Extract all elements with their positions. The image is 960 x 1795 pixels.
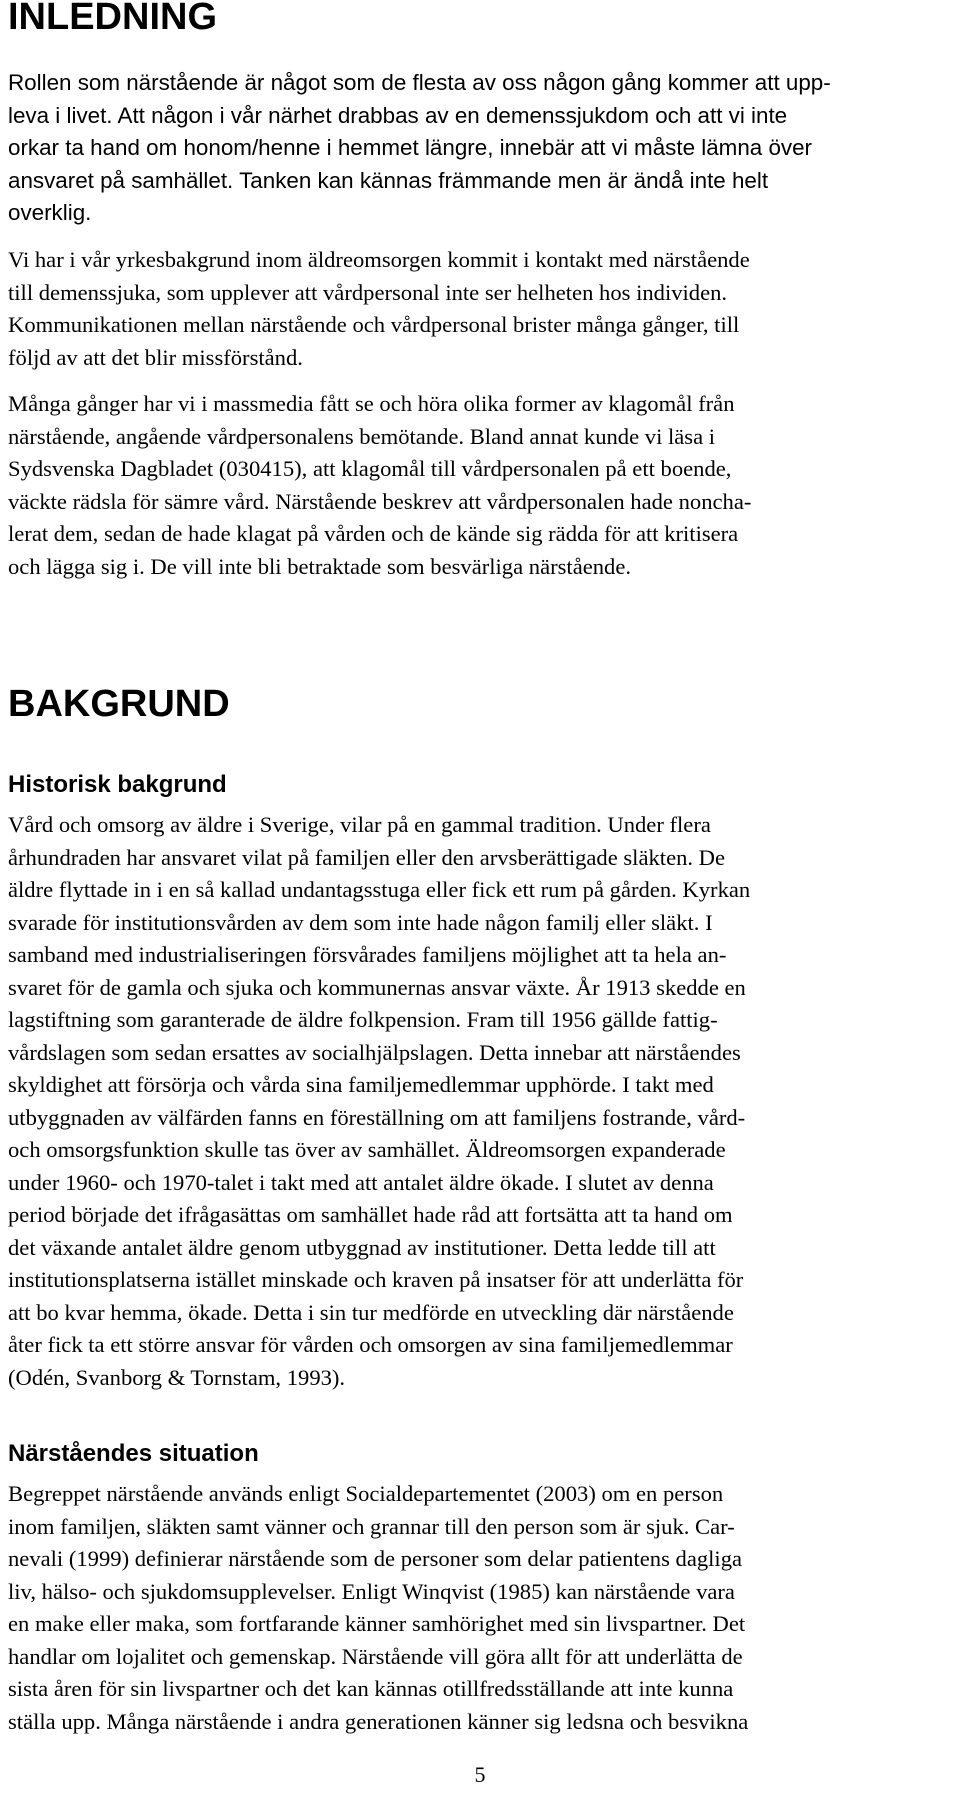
historisk-paragraph	[8, 809, 958, 1394]
text-line: åter fick ta ett större ansvar för vården och omsorgen av sina familjemedlemmar	[8, 1332, 733, 1357]
heading-inledning: INLEDNING	[8, 0, 217, 38]
text-line: ställa upp. Många närstående i andra generationen känner sig ledsna och besvikna	[8, 1708, 749, 1734]
text-line: sista åren för sin livspartner och det kan kännas otillfredsställande att inte kunna	[8, 1676, 734, 1701]
text-line: närstående, angående vårdpersonalens bemötande. Bland annat kunde vi läsa i	[8, 423, 716, 449]
narstaendes-paragraph	[8, 1478, 958, 1738]
text-line: Vård och omsorg av äldre i Sverige, vilar på en gammal tradition. Under flera	[8, 812, 711, 837]
text-line: liv, hälso- och sjukdomsupplevelser. Enligt Winqvist (1985) kan närstående vara	[8, 1578, 735, 1604]
text-line: århundraden har ansvaret vilat på familjen eller den arvsberättigade släkten. De	[8, 844, 726, 870]
subheading-historisk-bakgrund: Historisk bakgrund	[8, 771, 227, 798]
text-line: ansvaret på samhället. Tanken kan kännas främmande men är ändå inte helt	[8, 167, 769, 193]
text-line: samband med industrialiseringen försvårades familjens möjlighet att ta hela an-	[8, 942, 727, 967]
text-line: Begreppet närstående används enligt Socialdepartementet (2003) om en person	[8, 1481, 724, 1506]
text-line: period började det ifrågasättas om samhället hade råd att fortsätta att ta hand om	[8, 1202, 733, 1227]
text-line: väckte rädsla för sämre vård. Närstående beskrev att vårdpersonalen hade noncha-	[8, 488, 752, 514]
text-line: till demenssjuka, som upplever att vårdpersonal inte ser helheten hos individen.	[8, 279, 728, 305]
text-line: en make eller maka, som fortfarande känner samhörighet med sin livspartner. Det	[8, 1611, 746, 1636]
text-line: (Odén, Svanborg & Tornstam, 1993).	[8, 1364, 346, 1390]
text-line: skyldighet att försörja och vårda sina familjemedlemmar upphörde. I takt med	[8, 1072, 714, 1097]
text-line: och lägga sig i. De vill inte bli betraktade som besvärliga närstående.	[8, 553, 632, 579]
inledning-paragraph-3	[8, 388, 958, 583]
text-line: Vi har i vår yrkesbakgrund inom äldreomsorgen kommit i kontakt med närstående	[8, 247, 750, 272]
text-line: Många gånger har vi i massmedia fått se och höra olika former av klagomål från	[8, 391, 735, 416]
text-line: overklig.	[8, 200, 92, 225]
text-line: svarade för institutionsvården av dem som inte hade någon familj eller släkt. I	[8, 909, 713, 935]
heading-bakgrund: BAKGRUND	[8, 683, 230, 725]
text-line: Kommunikationen mellan närstående och vårdpersonal brister många gånger, till	[8, 312, 740, 337]
text-line: lerat dem, sedan de hade klagat på vården och de kände sig rädda för att kritisera	[8, 521, 739, 546]
inledning-paragraph-1	[8, 67, 958, 230]
text-line: orkar ta hand om honom/henne i hemmet längre, innebär att vi måste lämna över	[8, 135, 813, 160]
text-line: under 1960- och 1970-talet i takt med att antalet äldre ökade. I slutet av denna	[8, 1169, 714, 1195]
text-line: lagstiftning som garanterade de äldre folkpension. Fram till 1956 gällde fattig-	[8, 1007, 718, 1032]
text-line: utbyggnaden av välfärden fanns en föreställning om att familjens fostrande, vård-	[8, 1104, 746, 1130]
text-line: handlar om lojalitet och gemenskap. Närstående vill göra allt för att underlätta de	[8, 1643, 743, 1669]
text-line: leva i livet. Att någon i vår närhet drabbas av en demenssjukdom och att vi inte	[8, 102, 788, 128]
text-line: inom familjen, släkten samt vänner och grannar till den person som är sjuk. Car-	[8, 1513, 735, 1539]
text-line: det växande antalet äldre genom utbyggnad av institutioner. Detta ledde till att	[8, 1234, 716, 1260]
text-line: Rollen som närstående är något som de flesta av oss någon gång kommer att upp-	[8, 70, 831, 95]
text-line: nevali (1999) definierar närstående som de personer som delar patientens dagliga	[8, 1546, 743, 1571]
inledning-paragraph-2	[8, 244, 958, 374]
subheading-narstaendes-situation: Närståendes situation	[8, 1440, 259, 1467]
text-line: institutionsplatserna istället minskade och kraven på insatser för att underlätta för	[8, 1267, 744, 1292]
page-number: 5	[474, 1762, 486, 1787]
text-line: svaret för de gamla och sjuka och kommunernas ansvar växte. År 1913 skedde en	[8, 974, 746, 1000]
text-line: vårdslagen som sedan ersattes av socialhjälpslagen. Detta innebar att närståendes	[8, 1039, 741, 1065]
text-line: följd av att det blir missförstånd.	[8, 344, 303, 370]
text-line: äldre flyttade in i en så kallad undantagsstuga eller fick ett rum på gården. Kyrkan	[8, 877, 751, 902]
text-line: att bo kvar hemma, ökade. Detta i sin tur medförde en utveckling där närstående	[8, 1299, 734, 1325]
text-line: och omsorgsfunktion skulle tas över av samhället. Äldreomsorgen expanderade	[8, 1137, 726, 1162]
text-line: Sydsvenska Dagbladet (030415), att klagomål till vårdpersonalen på ett boende,	[8, 456, 732, 481]
